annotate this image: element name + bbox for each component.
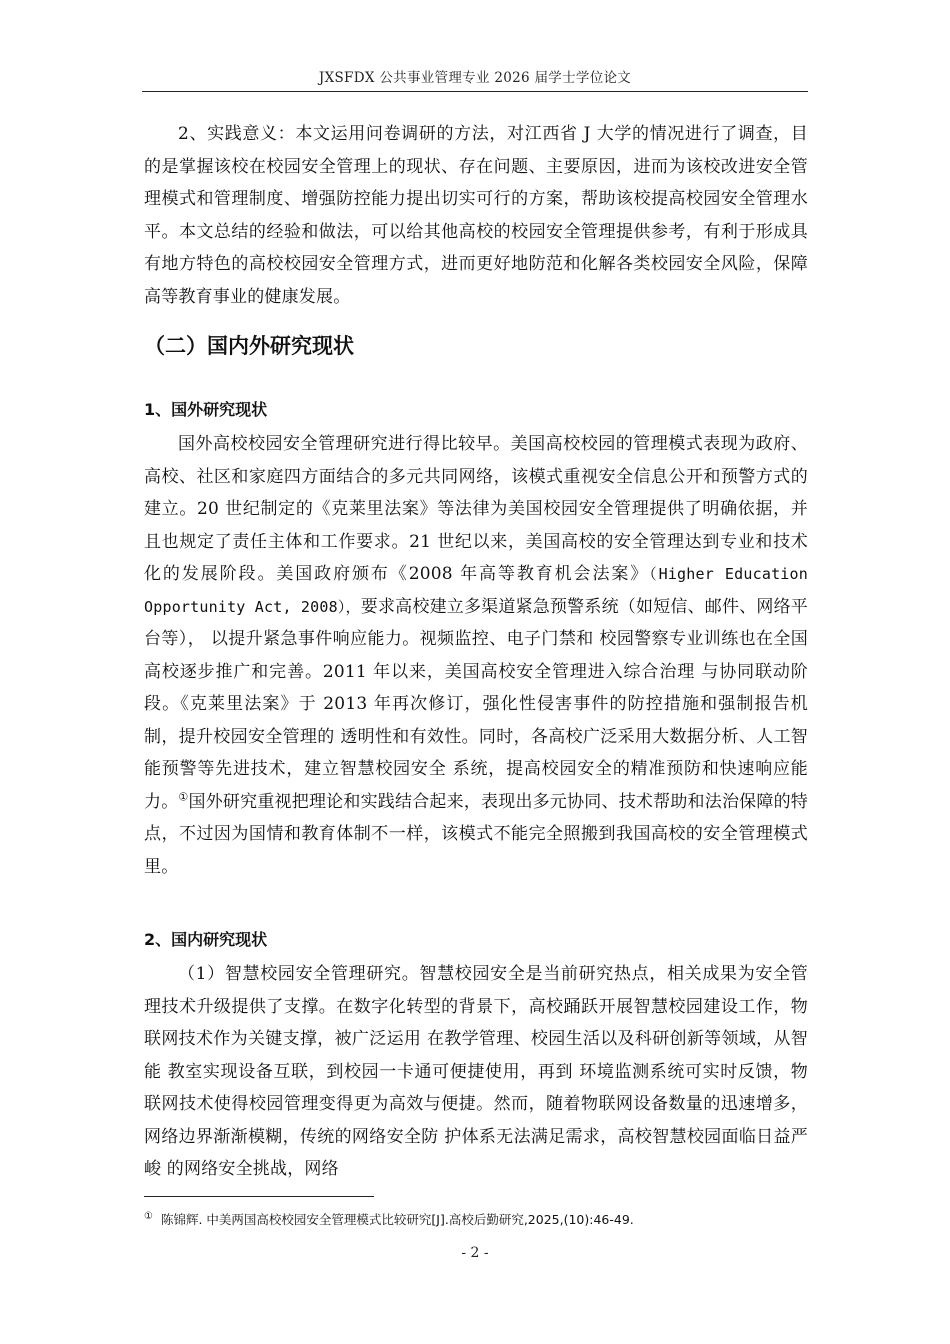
domestic-heading-block bbox=[144, 927, 808, 950]
domestic-research-paragraph: （1）智慧校园安全管理研究。智慧校园安全是当前研究热点，相关成果为安全管理技术升级提供了支撑。在数字化转型的背景下，高校踊跃开展智慧校园建设工作，物联网技术作为关键支撑，被广泛运用 在教学管理、校园生活以及科研创新等领域，从智能 教室实现设备互联，到校园一卡通可便捷使用，再到 环境监测系统可实时反馈，物联网技术使得校园管理变得更为高效与便捷。然而，随着物联网设备数量的迅速增多，网络边界渐渐模糊，传统的网络安全防 护体系无法满足需求，高校智慧校园面临日益严峻 的网络安全挑战，网络 bbox=[144, 964, 808, 1179]
footnote-mark: ① bbox=[144, 1210, 153, 1222]
subheading-domestic-research: 2、国内研究现状 bbox=[144, 930, 268, 949]
section-heading-research-status: （二）国内外研究现状 bbox=[144, 334, 354, 358]
foreign-act-name-mono: （Higher Education Opportunity Act, 2008）， bbox=[144, 565, 808, 616]
practical-significance-section bbox=[144, 118, 808, 313]
foreign-text-part1: 国外高校校园安全管理研究进行得比较早。美国高校校园的管理模式表现为政府、高校、社区和家庭四方面结合的多元共同网络，该模式重视安全信息公开和预警方式的建立。20 世纪制定的《克莱里法案》等法律为美国校园安全管理提供了明确依据，并且也规定了责任主体和工作要求。21 世纪以来，美国高校的安全管理达到专业和技术化的发展阶段。美国政府颁布《2008 年高等教育机会法案》 bbox=[144, 434, 808, 584]
page-number: - 2 - bbox=[461, 1245, 489, 1261]
domestic-research-section bbox=[144, 958, 808, 1186]
practical-significance-paragraph: 2、实践意义：本文运用问卷调研的方法，对江西省 J 大学的情况进行了调查，目的是掌握该校在校园安全管理上的现状、存在问题、主要原因，进而为该校改进安全管理模式和管理制度、增强防控能力提出切实可行的方案，帮助该校提高校园安全管理水平。本文总结的经验和做法，可以给其他高校的校园安全管理提供参考，有利于形成具有地方特色的高校校园安全管理方式，进而更好地防范和化解各类校园安全风险，保障高等教育事业的健康发展。 bbox=[144, 124, 808, 307]
foreign-heading-block bbox=[144, 397, 808, 420]
research-status-heading-block bbox=[144, 330, 808, 360]
foreign-research-section bbox=[144, 428, 808, 883]
footnote bbox=[144, 1210, 808, 1228]
footnote-text: 陈锦辉. 中美两国高校校园安全管理模式比较研究[J].高校后勤研究,2025,(10):46-49. bbox=[160, 1212, 634, 1227]
running-header: JXSFDX 公共事业管理专业 2026 届学士学位论文 bbox=[318, 70, 632, 86]
footnote-reference[interactable]: ① bbox=[178, 789, 189, 803]
foreign-research-paragraph bbox=[144, 428, 808, 883]
footnote-rule bbox=[144, 1196, 374, 1197]
foreign-text-part3: 国外研究重视把理论和实践结合起来，表现出多元协同、技术帮助和法治保障的特点，不过因为国情和教育体制不一样，该模式不能完全照搬到我国高校的安全管理模式里。 bbox=[144, 791, 809, 877]
subheading-foreign-research: 1、国外研究现状 bbox=[144, 400, 268, 419]
foreign-text-part2: 要求高校建立多渠道紧急预警系统（如短信、邮件、网络平台等）， 以提升紧急事件响应能力。视频监控、电子门禁和 校园警察专业训练也在全国高校逐步推广和完善。2011 年以来，美国高校安全管理进入综合治理 与协同联动阶段。《克莱里法案》于 2013 年再次修订，强化性侵害事件的防控措施和强制报告机制，提升校园安全管理的 透明性和有效性。同时，各高校广泛采用大数据分析、人工智能预警等先进技术，建立智慧校园安全 系统，提高校园安全的精准预防和快速响应能力。 bbox=[144, 596, 809, 812]
header-rule bbox=[142, 91, 808, 92]
